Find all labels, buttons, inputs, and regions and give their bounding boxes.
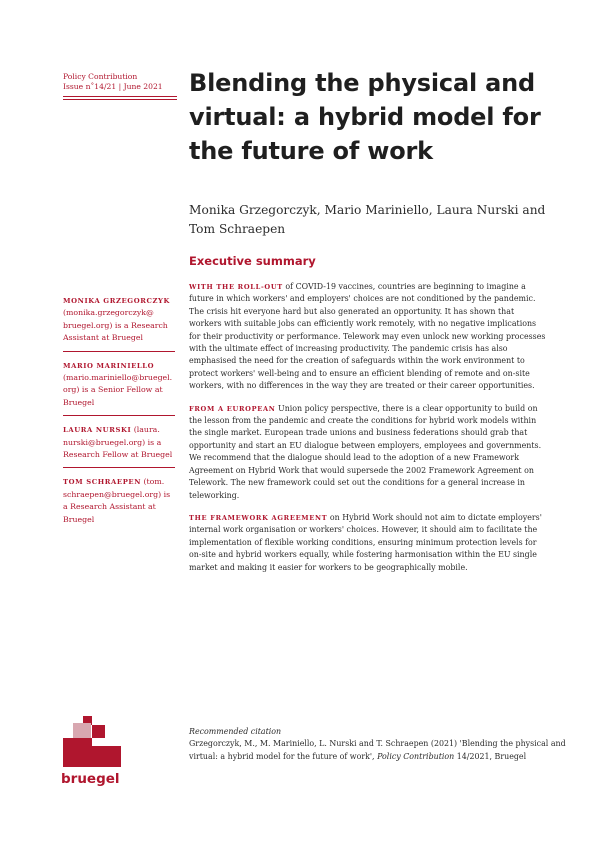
author-bios <box>63 295 175 540</box>
author-bio <box>63 360 175 417</box>
bio-text: (mario.mariniello@bruegel. org) is a Senior Fellow at Bruegel <box>63 373 173 407</box>
paragraph-lead: WITH THE ROLL-OUT <box>189 283 283 291</box>
recommended-citation <box>189 726 569 763</box>
series-separator: | <box>118 82 122 91</box>
bio-text: (tom. schraepen@bruegel.org) is a Research Assistant at Bruegel <box>63 477 171 524</box>
paragraph-text: Union policy perspective, there is a clear opportunity to build on the lesson from the pandemic and create the conditions for hybrid work models within the single market. European trade unions and business federations should grab that opportunity and start an EU dialogue between employers, employees and governments. We recommend that the dialogue should lead to the adoption of a new Framework Agreement on Hybrid Work that would supersede the 2002 Framework Agreement on Telework. The new framework could set out the conditions for a general increase in teleworking. <box>189 403 542 500</box>
authors: Monika Grzegorczyk, Mario Mariniello, Laura Nurski and Tom Schraepen <box>189 203 546 236</box>
author-bio <box>63 476 175 532</box>
series-info <box>63 72 177 102</box>
citation-label: Recommended citation <box>189 727 282 736</box>
summary-paragraph <box>189 512 549 574</box>
paragraph-text: on Hybrid Work should not aim to dictate employers' internal work organisation or workers' choices. However, it should aim to facilitate the implementation of flexible working conditions, ensuring minimum protection levels for on-site and hybrid workers equally, while fostering harmonisation within the EU single market and making it easier for workers to be geographically mobile. <box>189 512 542 572</box>
summary-body <box>189 281 549 584</box>
paragraph-text: of COVID-19 vaccines, countries are beginning to imagine a future in which workers' and employers' choices are not conditioned by the pandemic. The crisis hit everyone hard but also generated an opportunity. It has shown that workers with suitable jobs can efficiently work remotely, with no negative implications for their productivity or performance. Telework may even unlock new working processes with the ultimate effect of increasing productivity. The pandemic crisis has also emphasised the need for the creation of safeguards within the work environment to protect workers' well-being and to ensure an efficient blending of remote and on-site workers, with no differences in the way they are treated or their career opportunities. <box>189 282 546 391</box>
bio-name: MARIO MARINIELLO <box>63 361 155 370</box>
bio-name: MONIKA GRZEGORCZYK <box>63 297 171 305</box>
series-date: June 2021 <box>123 82 163 91</box>
paragraph-lead: THE FRAMEWORK AGREEMENT <box>189 513 328 522</box>
section-heading: Executive summary <box>189 254 316 268</box>
series-issue: Issue n˚14/21 <box>63 82 117 91</box>
author-bio <box>63 424 175 468</box>
logo-text: bruegel <box>61 771 120 787</box>
summary-paragraph <box>189 403 549 502</box>
citation-text <box>189 738 569 763</box>
series-type: Policy Contribution <box>63 72 138 81</box>
author-bio <box>63 295 175 352</box>
series-rules <box>63 96 177 100</box>
bio-text: (laura. nurski@bruegel.org) is a Research Fellow at Bruegel <box>63 425 173 460</box>
series-issue-line <box>63 82 177 92</box>
bio-name: TOM SCHRAEPEN <box>63 478 142 487</box>
citation-text-before: Grzegorczyk, M., M. Mariniello, L. Nurski and T. Schraepen (2021) 'Blending the physical and virtual: a hybrid model for the future of work', <box>189 739 566 761</box>
citation-text-after: 14/2021, Bruegel <box>454 751 527 761</box>
citation-series: Policy Contribution <box>377 751 455 761</box>
paragraph-lead: FROM A EUROPEAN <box>189 404 276 413</box>
page-title: Blending the physical and virtual: a hybrid model for the future of work <box>189 69 541 165</box>
bio-name: LAURA NURSKI <box>63 426 132 435</box>
bio-text: (monika.grzegorczyk@ bruegel.org) is a Research Assistant at Bruegel <box>63 308 168 343</box>
summary-paragraph <box>189 281 549 393</box>
